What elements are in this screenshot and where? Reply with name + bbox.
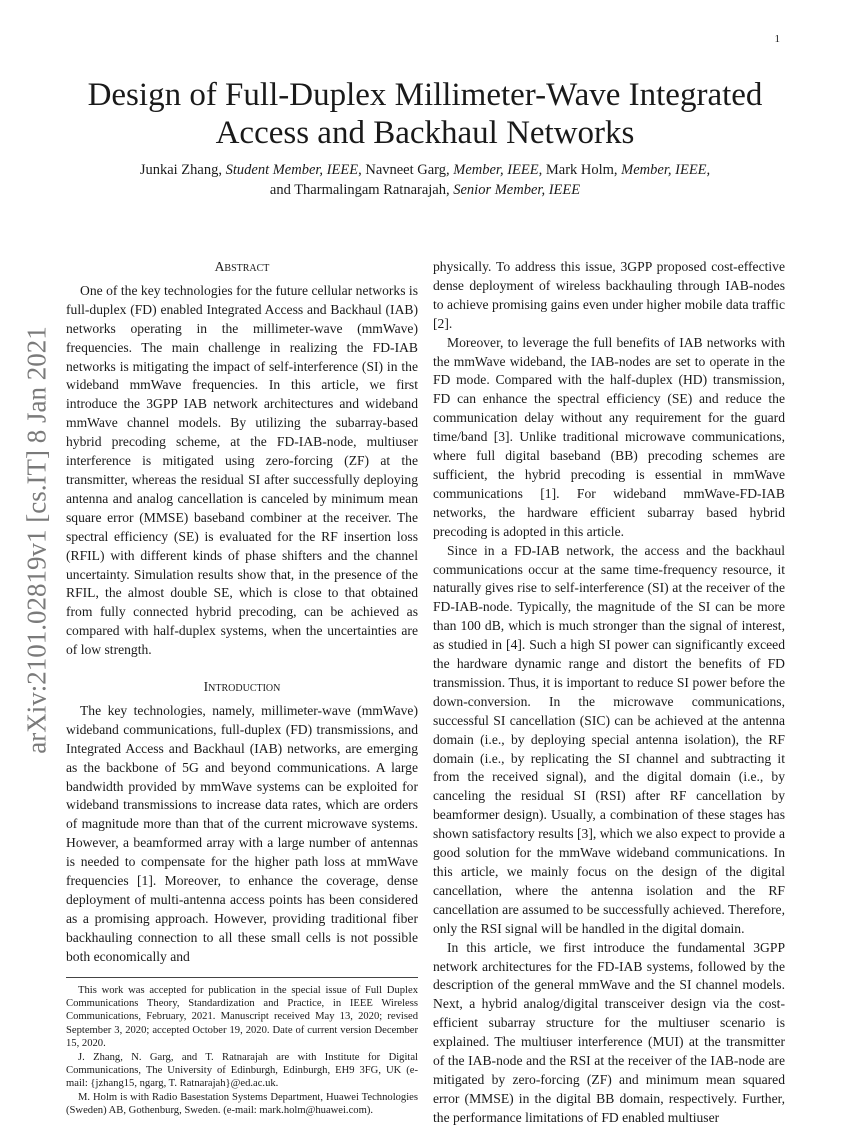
author-list (60, 160, 790, 200)
abstract-section (66, 258, 418, 660)
author-name: and Tharmalingam Ratnarajah, (269, 182, 454, 198)
abstract-text: One of the key technologies for the future cellular networks is full-duplex (FD) enabled Integrated Access and Backhaul (IAB) networks operating in the millimeter-wave (mmWave) frequencies. The main challenge in realizing the FD-IAB networks is mitigating the impact of self-interference (SI) in the wideband mmWave frequencies. In this article, we first introduce the 3GPP IAB network architectures and wideband mmWave channel models. By utilizing the subarray-based hybrid precoding scheme, at the FD-IAB-node, multiuser interference is mitigated using zero-forcing (ZF) at the transmitter, whereas the residual SI after successfully deploying antenna and analog cancellation is canceled by minimum mean square error (MMSE) baseband combiner at the receiver. The spectral efficiency (SE) is evaluated for the RF insertion loss (RFIL) with different kinds of phase shifters and the channel uncertainty. Simulation results show that, in the presence of the RFIL, the almost double SE, which is close to that obtained from fully connected hybrid precoding, can be achieved as compared with half-duplex systems, when the uncertainties are of low strength. (66, 282, 418, 658)
author-name: Junkai Zhang, (139, 162, 226, 178)
paragraph: In this article, we first introduce the fundamental 3GPP network architectures for the FD-IAB systems, followed by the description of the general mmWave and the SI channel models. Next, a hybrid analog/digital transceiver design via the cost-efficient subarray structure for the multiuser scenario is explained. The multiuser interference (MUI) at the transmitter of the IAB-node and the RSI at the receiver of the IAB-node are mitigated by zero-forcing (ZF) and minimum mean squared error (MMSE) in the digital BB domain, respectively. Further, the performance limitations of FD enabled multiuser (433, 939, 785, 1125)
footnote: This work was accepted for publication in the special issue of Full Duplex Communications Theory, Standardization and Practice, in IEEE Wireless Communications, February, 2021. Manuscript received May 13, 2020; revised September 3, 2020; accepted October 19, 2020. Date of current version December 15, 2020. (66, 984, 418, 1050)
paragraph: The key technologies, namely, millimeter-wave (mmWave) wideband communications, full-duplex (FD) transmissions, and Integrated Access and Backhaul (IAB) networks, are emerging as the backbone of 5G and beyond communications. A large bandwidth provided by mmWave systems can be exploited for wideband transmissions to increase data rates, which are orders of magnitude more than that of the current microwave systems. However, a beamformed array with a large number of antennas is needed to compensate for the higher path loss at mmWave frequencies [1]. Moreover, to enhance the coverage, dense deployment of multi-antenna access points has been considered as a promising approach. However, providing traditional fiber backhauling connection to all these small cells is not possible both economically and (66, 702, 418, 964)
paragraph: physically. To address this issue, 3GPP proposed cost-effective dense deployment of wireless backhauling through IAB-nodes to achieve promising gains even under higher mobile data traffic [2]. (433, 259, 785, 331)
page-number: 1 (774, 33, 780, 45)
right-column (433, 258, 785, 1128)
left-column (66, 258, 418, 1118)
author-role: Member, IEEE, (621, 162, 711, 178)
paragraph: Since in a FD-IAB network, the access and the backhaul communications occur at the same time-frequency resource, it naturally gives rise to self-interference (SI) at the receiver of the FD-IAB-node. Typically, the magnitude of the SI can be more than 100 dB, which is much stronger than the signal of interest, as studied in [4]. Such a high SI power can significantly exceed the hardware dynamic range and distort the benefits of FD transmission. Thus, it is important to reduce SI power before the down-conversion. In the microwave communications, successful SI cancellation (SIC) can be achieved at the antenna domain (i.e., by deploying special antenna isolation), the RF domain (i.e., by replicating the SI channel and subtracting it from the received signal), and the digital domain (i.e., by canceling the residual SI (RSI) after RF cancellation by beamformer design). Usually, a combination of these stages has shown satisfactory results [3], which we also expect to provide a good solution for the mmWave wideband communications. In this article, we mainly focus on the design of the digital cancellation, where the antenna isolation and the RF cancellation are assumed to be successfully achieved. Therefore, only the RSI signal will be handled in the digital domain. (433, 542, 785, 936)
footnotes (66, 977, 418, 1118)
author-name: , Navneet Garg, (358, 162, 454, 178)
introduction-heading: Introduction (203, 679, 281, 695)
footnote: J. Zhang, N. Garg, and T. Ratnarajah are with Institute for Digital Communications, The University of Edinburgh, Edinburgh, EH9 3FG, UK (e-mail: {jzhang15, ngarg, T. Ratnarajah}@ed.ac.uk. (66, 1051, 418, 1090)
arxiv-stamp: arXiv:2101.02819v1 [cs.IT] 8 Jan 2021 (21, 326, 52, 754)
paper-header (40, 76, 810, 200)
author-name: Mark Holm, (542, 162, 622, 178)
author-role: Senior Member, IEEE (453, 182, 581, 198)
author-role: Member, IEEE, (453, 162, 543, 178)
paragraph: Moreover, to leverage the full benefits of IAB networks with the mmWave wideband, the IAB-nodes are set to operate in the FD mode. Compared with the half-duplex (HD) transmission, FD can enhance the spectral efficiency (SE) and reduce the communication delay without any requirement for the guard time/band [3]. Unlike traditional microwave communications, where full digital baseband (BB) precoding schemes are sufficient, the hybrid precoding is essential in mmWave communications [1]. For wideband mmWave-FD-IAB networks, the hardware efficient subarray based hybrid precoding is adopted in this article. (433, 334, 785, 539)
footnote-spacer (66, 967, 418, 977)
paper-title: Design of Full-Duplex Millimeter-Wave Integrated Access and Backhaul Networks (87, 77, 763, 151)
abstract-heading: Abstract (214, 259, 270, 274)
footnote: M. Holm is with Radio Basestation Systems Department, Huawei Technologies (Sweden) AB, Gothenburg, Sweden. (e-mail: mark.holm@huawei.com). (66, 1091, 418, 1117)
introduction-section (66, 678, 418, 967)
author-role: Student Member, IEEE (225, 162, 359, 178)
